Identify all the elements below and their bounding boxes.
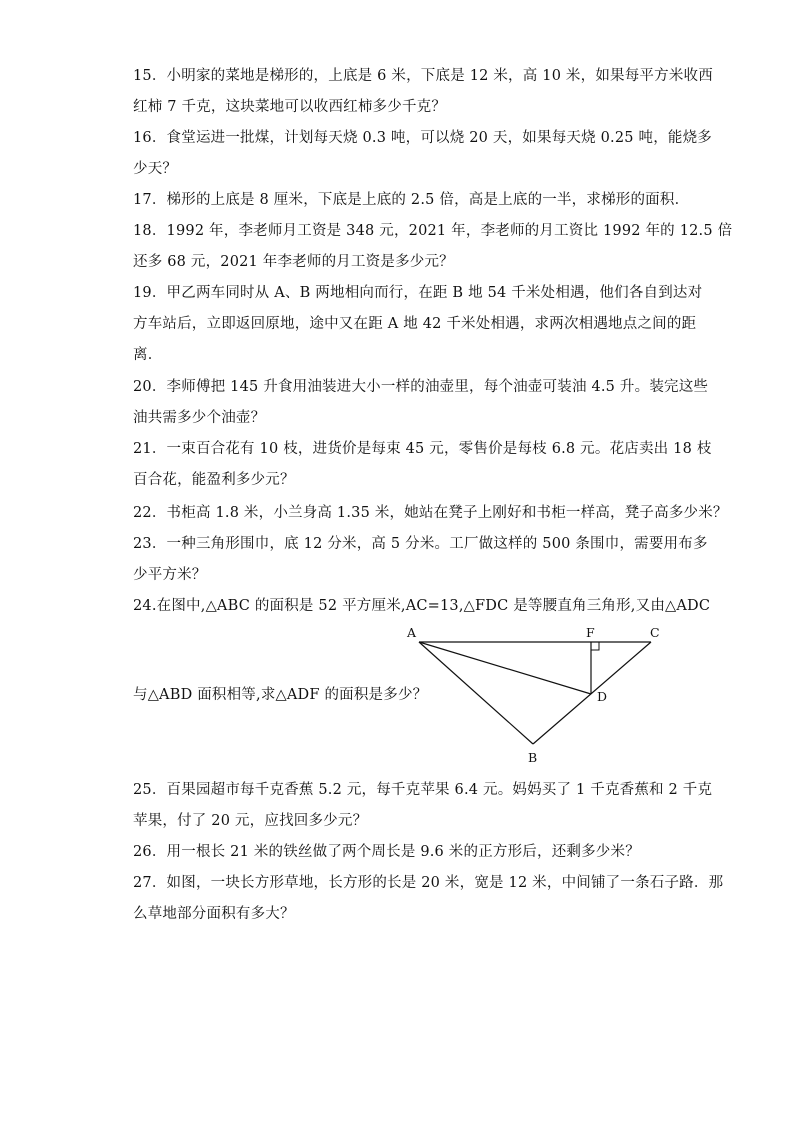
triangle-figure <box>395 622 685 770</box>
q15-line-2: 红柿 7 千克，这块菜地可以收西红柿多少千克？ <box>133 99 447 115</box>
label-c: C <box>650 625 660 640</box>
right-angle-mark <box>591 642 599 650</box>
segment-ab <box>419 642 533 744</box>
q21-line-1: 21．一束百合花有 10 枝，进货价是每束 45 元，零售价是每枝 6.8 元。花店卖出 18 枝 <box>133 441 712 457</box>
q18-line-2: 还多 68 元，2021 年李老师的月工资是多少元？ <box>133 254 454 270</box>
q20-line-1: 20．李师傅把 145 升食用油装进大小一样的油壶里，每个油壶可装油 4.5 升。装完这些 <box>133 379 709 395</box>
label-d: D <box>597 689 608 704</box>
label-a: A <box>407 625 417 640</box>
q15-line-1: 15．小明家的菜地是梯形的，上底是 6 米，下底是 12 米，高 10 米，如果每平方米收西 <box>133 68 713 84</box>
q26-line-1: 26．用一根长 21 米的铁丝做了两个周长是 9.6 米的正方形后，还剩多少米？ <box>133 844 640 860</box>
q19-line-2: 方车站后，立即返回原地，途中又在距 A 地 42 千米处相遇，求两次相遇地点之间的距 <box>133 316 697 332</box>
q23-line-2: 少平方米？ <box>133 567 207 583</box>
q23-line-1: 23．一种三角形围巾，底 12 分米，高 5 分米。工厂做这样的 500 条围巾，需要用布多 <box>133 536 708 552</box>
q18-line-1: 18．1992 年，李老师月工资是 348 元，2021 年，李老师的月工资比 1992 年的 12.5 倍 <box>133 223 733 239</box>
q19-line-1: 19．甲乙两车同时从 A、B 两地相向而行，在距 B 地 54 千米处相遇，他们各自到达对 <box>133 285 703 301</box>
q22-line-1: 22．书柜高 1.8 米，小兰身高 1.35 米，她站在凳子上刚好和书柜一样高，凳子高多少米？ <box>133 505 728 521</box>
label-f: F <box>586 625 595 640</box>
q24-line-1: 24.在图中,△ABC 的面积是 52 平方厘米,AC=13,△FDC 是等腰直角三角形,又由△ADC <box>133 598 711 614</box>
q20-line-2: 油共需多少个油壶？ <box>133 410 266 426</box>
label-b: B <box>528 750 538 765</box>
q19-line-3: 离． <box>133 347 163 363</box>
q24-line-2: 与△ABD 面积相等,求△ADF 的面积是多少？ <box>133 687 428 703</box>
q25-line-1: 25．百果园超市每千克香蕉 5.2 元，每千克苹果 6.4 元。妈妈买了 1 千克香蕉和 2 千克 <box>133 782 713 798</box>
q27-line-2: 么草地部分面积有多大？ <box>133 906 295 922</box>
q25-line-2: 苹果，付了 20 元，应找回多少元？ <box>133 813 368 829</box>
q21-line-2: 百合花，能盈利多少元？ <box>133 472 295 488</box>
q17-line-1: 17．梯形的上底是 8 厘米，下底是上底的 2.5 倍，高是上底的一半，求梯形的面积． <box>133 192 690 208</box>
q16-line-2: 少天？ <box>133 161 178 177</box>
segment-ad <box>419 642 591 694</box>
segment-bc <box>533 642 651 744</box>
q27-line-1: 27．如图，一块长方形草地，长方形的长是 20 米，宽是 12 米，中间铺了一条石子路．那 <box>133 875 724 891</box>
q16-line-1: 16．食堂运进一批煤，计划每天烧 0.3 吨，可以烧 20 天，如果每天烧 0.25 吨，能烧多 <box>133 130 712 146</box>
